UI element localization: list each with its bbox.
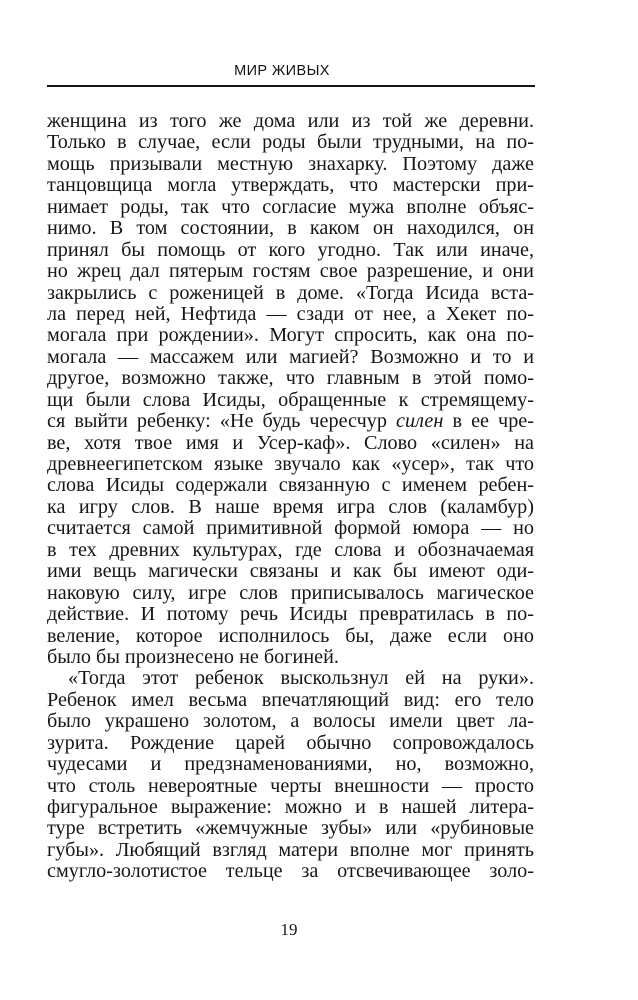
text-line: фигуральное выражение: можно и в нашей литера- (47, 796, 534, 818)
text-run: ся выйти ребенку: «Не будь чересчур (47, 410, 397, 433)
text-line: Ребенок имел весьма впечатляющий вид: его тело (47, 688, 534, 711)
paragraph-1 (47, 111, 534, 668)
text-line: древнеегипетском языке звучало как «усер», так что (47, 453, 534, 475)
text-line: туре встретить «жемчужные зубы» или «рубиновые (47, 817, 534, 840)
text-line: щи были слова Исиды, обращенные к стремящему- (47, 388, 534, 411)
text-line: нимает роды, так что согласие мужа вполне объяс- (47, 195, 534, 218)
header-rule (47, 85, 535, 87)
body-text (47, 111, 534, 883)
text-line: было бы произнесено не богиней. (47, 645, 339, 668)
text-run: в ее чре- (443, 410, 534, 433)
text-line: действие. И потому речь Исиды превратилась в по- (47, 603, 534, 626)
text-line: ве, хотя твое имя и Усер-каф». Слово «силен» на (47, 431, 534, 454)
text-line: «Тогда этот ребенок выскользнул ей на руки». (68, 667, 534, 690)
text-line: танцовщица могла утверждать, что мастерски при- (47, 174, 534, 197)
text-line: смугло-золотистое тельце за отсвечивающее золо- (47, 860, 534, 883)
text-line: мощь призывали местную знахарку. Поэтому даже (47, 152, 534, 175)
text-line: ими вещь магически связаны и как бы имеют оди- (47, 560, 534, 583)
text-line: могала — массажем или магией? Возможно и то и (47, 345, 534, 368)
text-line: другое, возможно также, что главным в этой помо- (47, 367, 534, 390)
text-line: нимо. В том состоянии, в каком он находился, он (47, 217, 534, 240)
text-line: считается самой примитивной формой юмора — но (47, 517, 534, 540)
text-line: принял бы помощь от кого угодно. Так или иначе, (47, 238, 534, 261)
text-line: ла перед ней, Нефтида — сзади от нее, а Хекет по- (47, 302, 534, 325)
text-line: веление, которое исполнилось бы, даже если оно (47, 624, 534, 647)
text-line: было украшено золотом, а волосы имели цвет ла- (47, 710, 534, 733)
text-line: в тех древних культурах, где слова и обозначаемая (47, 538, 534, 561)
text-line: что столь невероятные черты внешности — просто (47, 774, 534, 797)
italic-word: силен (396, 410, 444, 433)
text-line: наковую силу, игре слов приписывалось магическое (47, 581, 534, 604)
text-line: зурита. Рождение царей обычно сопровождалось (47, 731, 534, 754)
text-line: женщина из того же дома или из той же деревни. (47, 110, 534, 132)
page-number: 19 (280, 920, 298, 939)
text-line: чудесами и предзнаменованиями, но, возможно, (47, 753, 534, 776)
text-line: губы». Любящий взгляд матери вполне мог принять (47, 838, 534, 861)
text-line: Только в случае, если роды были трудными, на по- (47, 131, 534, 154)
running-head: МИР ЖИВЫХ (234, 63, 330, 79)
text-line: но жрец дал пятерым гостям свое разрешение, и они (47, 260, 534, 283)
text-line-with-italic (47, 411, 534, 432)
text-line: слова Исиды содержали связанную с именем ребен- (47, 474, 534, 497)
paragraph-2 (47, 668, 534, 882)
text-line: могала при рождении». Могут спросить, как она по- (47, 324, 534, 347)
text-line: ка игру слов. В наше время игра слов (каламбур) (47, 495, 534, 518)
text-line: закрылись с роженицей в доме. «Тогда Исида вста- (47, 281, 534, 304)
